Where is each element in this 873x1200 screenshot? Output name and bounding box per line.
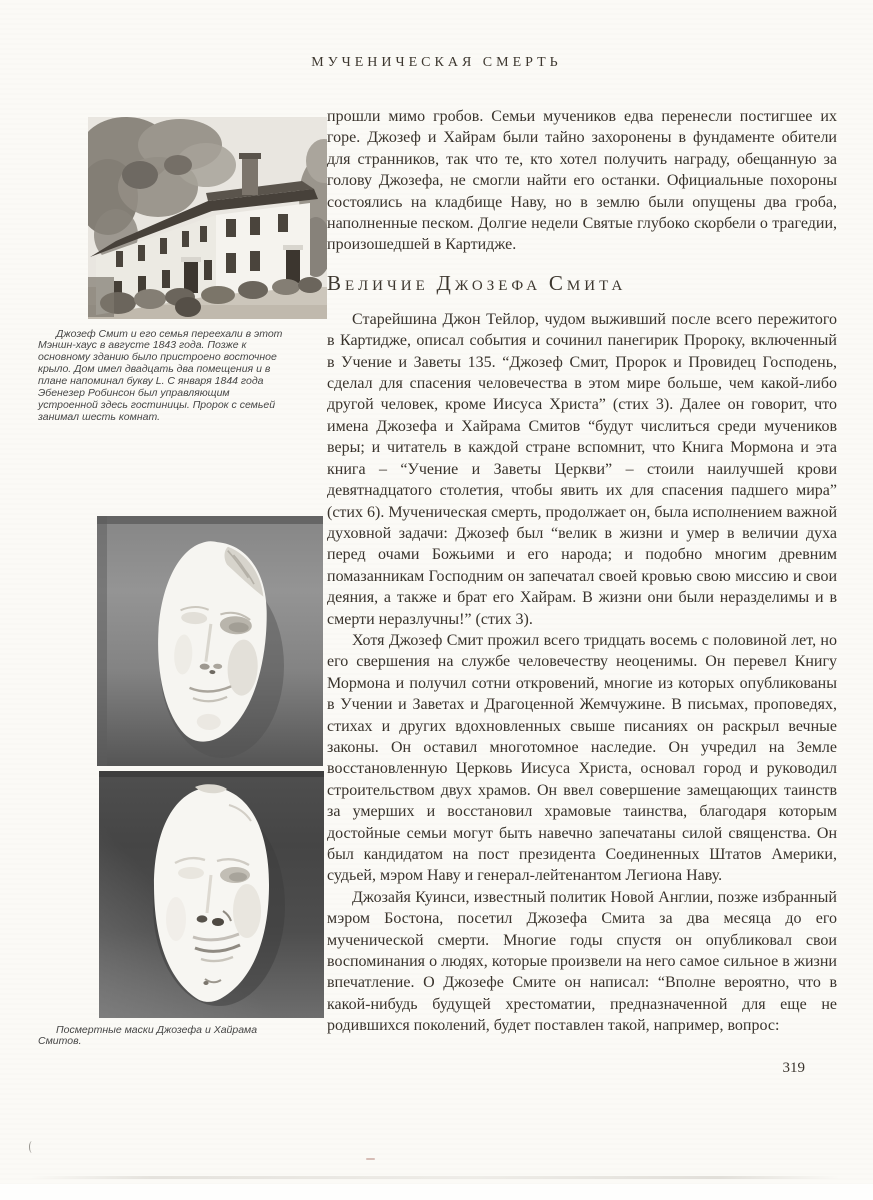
mansion-house-photo [88,117,327,319]
scan-artifact-pink-mark [366,1158,375,1160]
main-text-column [327,106,837,1037]
house-caption: Джозеф Смит и его семья переехали в этот Мэншн-хаус в августе 1843 года. Позже к основному зданию было пристроено восточное крыло. Дом имел двадцать два помещения и в плане напоминал букву L. С января 1844 года Эбенезер Робинсон был управляющим устроенной здесь гостиницы. Пророк с семьей занимал шесть комнат. [38,327,283,423]
body-paragraph-1: прошли мимо гробов. Семьи мучеников едва перенесли постигшее их горе. Джозеф и Хайрам были тайно захоронены в фундаменте обители для странников, так что те, кто хотел получить награду, обещанную за голову Джозефа, не смогли найти его останки. Официальные похороны состоялись на кладбище Наву, но в землю были опущены два гроба, наполненные песком. Долгие недели Святые глубоко скорбели о трагедии, произошедшей в Картидже. [327,108,837,254]
body-paragraph-3: Хотя Джозеф Смит прожил всего тридцать восемь с половиной лет, но его свершения на службе человечеству неоценимы. Он перевел Книгу Мормона и получил сотни откровений, многие из которых опубликованы в Учении и Заветах и Драгоценной Жемчужине. В письмах, проповедях, стихах и других вдохновленных свыше писаниях он раскрыл вечные законы. Он оставил многотомное наследие. Он учредил на Земле восстановленную Церковь Иисуса Христа, основал город и руководил строительством двух храмов. Он ввел совершение замещающих таинств за умерших и восстановил храмовые таинства, благодаря которым достойные семьи могут быть навечно запечатаны силой священства. Он был кандидатом на пост президента Соединенных Штатов Америки, судьей, мэром Наву и генерал-лейтенантом Легиона Наву. [327,631,837,885]
scan-artifact-mark [29,1141,35,1153]
mansion-house-illustration [88,117,327,319]
masks-caption: Посмертные маски Джозефа и Хайрама Смитов. [38,1023,258,1048]
death-mask-photo-hyrum [99,771,324,1018]
scan-artifact-streak [30,1176,840,1179]
running-head: МУЧЕНИЧЕСКАЯ СМЕРТЬ [311,55,562,70]
page-number: 319 [782,1060,805,1076]
death-mask-photo-joseph [97,516,323,766]
death-mask-1-illustration [97,516,323,766]
scan-edge-strip [0,1184,873,1200]
section-heading: ВЕЛИЧИЕ ДЖОЗЕФА СМИТА [327,270,627,295]
body-paragraph-4: Джозайя Куинси, известный политик Новой Англии, позже избранный мэром Бостона, посетил Джозефа Смита за два месяца до его мученической смерти. Многие годы спустя он опубликовал свои воспоминания о людях, которые произвели на него самое сильное в жизни впечатление. О Джозефе Смите он написал: “Вполне вероятно, что в какой-нибудь будущей хрестоматии, предназначенной для еще не родившихся поколений, будет поставлен такой, например, вопрос: [327,888,837,1035]
death-mask-2-illustration [99,771,324,1018]
body-paragraph-2: Старейшина Джон Тейлор, чудом выживший после всего пережитого в Картидже, описал события и сочинил панегирик Пророку, включенный в Учение и Заветы 135. “Джозеф Смит, Пророк и Провидец Господень, сделал для спасения человечества в этом мире больше, чем какой-либо другой человек, кроме Иисуса Христа” (стих 3). Далее он говорит, что имена Джозефа и Хайрама Смитов “будут числиться среди мучеников веры; и читатель в каждой стране вспомнит, что Книга Мормона и эта книга – “Учение и Заветы Церкви” – стоили наилучшей крови девятнадцатого столетия, чтобы явить их для спасения падшего мира” (стих 6). Мученическая смерть, продолжает он, была исполнением важной духовной задачи: Джозеф был “велик в жизни и умер в величии духа перед очами Божьими и его народа; и подобно многим древним помазанникам Господним он запечатал своей кровью свою миссию и свои деяния, а также и брат его Хайрам. В жизни они были неразделимы и в смерти неразлучны!” (стих 3). [327,310,837,628]
